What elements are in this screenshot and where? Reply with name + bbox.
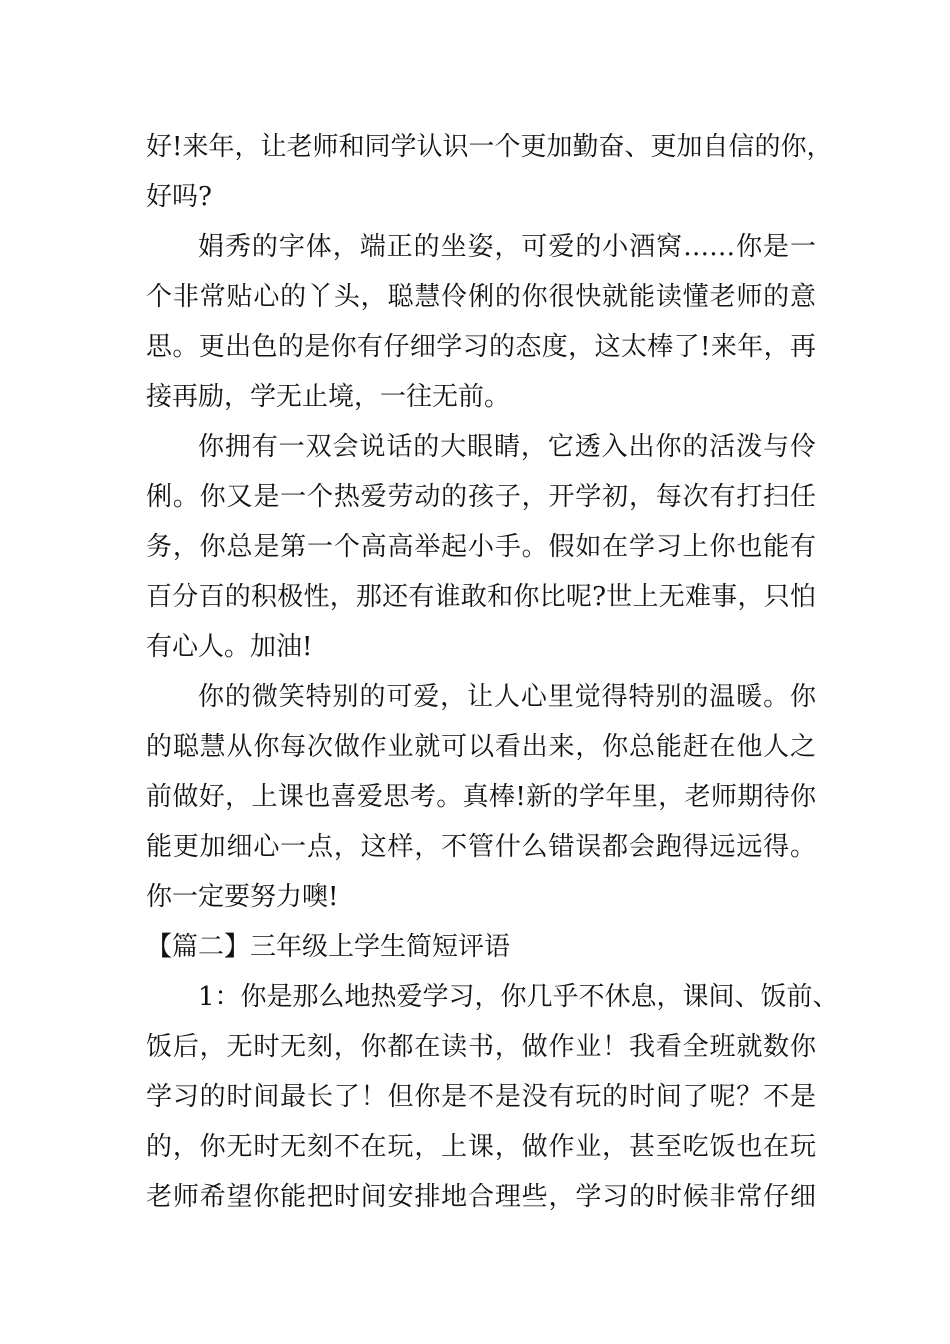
paragraph-first-line: 1：你是那么地热爱学习，你几乎不休息，课间、饭前、	[198, 982, 839, 1012]
text-line: 俐。你又是一个热爱劳动的孩子，开学初，每次有打扫任	[146, 482, 816, 512]
text-line: 接再励，学无止境，一往无前。	[146, 382, 511, 412]
paragraph-first-line: 你的微笑特别的可爱，让人心里觉得特别的温暖。你	[198, 682, 816, 712]
document-body	[146, 122, 839, 1222]
text-line: 好!来年，让老师和同学认识一个更加勤奋、更加自信的你，	[146, 132, 833, 162]
text-line: 饭后，无时无刻，你都在读书，做作业！我看全班就数你	[146, 1032, 816, 1062]
text-line: 能更加细心一点，这样，不管什么错误都会跑得远远得。	[146, 832, 816, 862]
text-line: 前做好，上课也喜爱思考。真棒!新的学年里，老师期待你	[146, 782, 816, 812]
text-line: 个非常贴心的丫头，聪慧伶俐的你很快就能读懂老师的意	[146, 282, 816, 312]
text-line: 的聪慧从你每次做作业就可以看出来，你总能赶在他人之	[146, 732, 816, 762]
text-line: 的，你无时无刻不在玩，上课，做作业，甚至吃饭也在玩	[146, 1132, 816, 1162]
text-line: 有心人。加油!	[146, 632, 313, 662]
text-line: 学习的时间最长了！但你是不是没有玩的时间了呢？不是	[146, 1082, 816, 1112]
text-line: 思。更出色的是你有仔细学习的态度，这太棒了!来年，再	[146, 332, 816, 362]
text-line: 老师希望你能把时间安排地合理些，学习的时候非常仔细	[146, 1182, 816, 1212]
text-line: 务，你总是第一个高高举起小手。假如在学习上你也能有	[146, 532, 816, 562]
section-heading: 【篇二】三年级上学生简短评语	[146, 932, 511, 962]
text-line: 你一定要努力噢!	[146, 882, 339, 912]
text-line: 好吗?	[146, 182, 212, 212]
paragraph-first-line: 你拥有一双会说话的大眼睛，它透入出你的活泼与伶	[198, 432, 816, 462]
paragraph-first-line: 娟秀的字体，端正的坐姿，可爱的小酒窝……你是一	[198, 232, 816, 262]
text-line: 百分百的积极性，那还有谁敢和你比呢?世上无难事，只怕	[146, 582, 816, 612]
